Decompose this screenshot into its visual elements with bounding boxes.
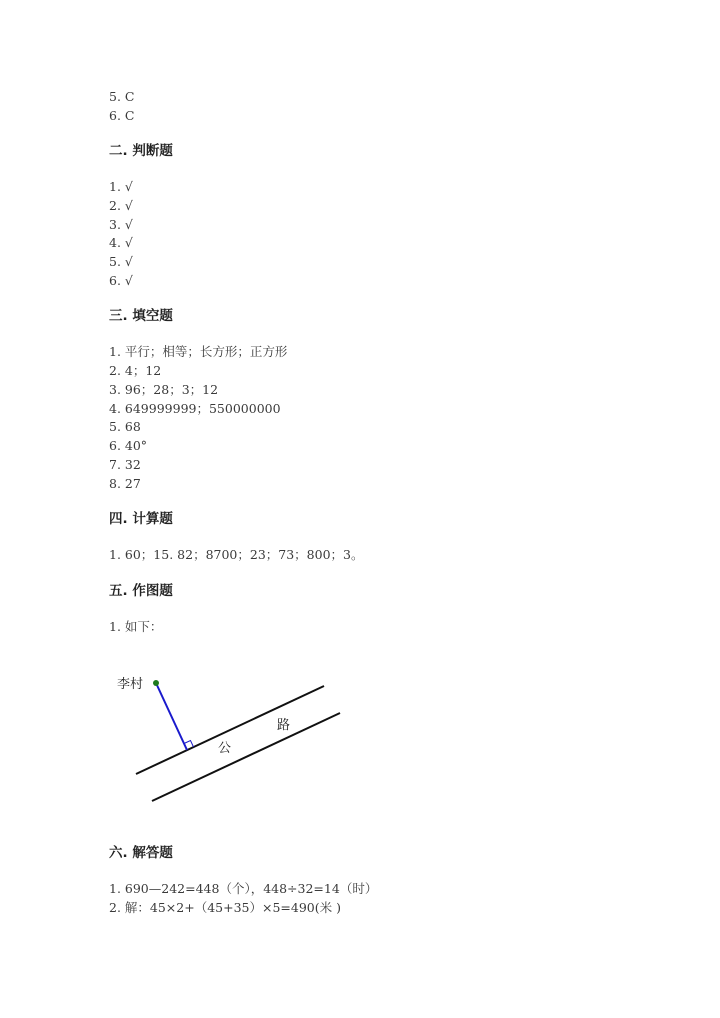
answer-line: 7. 32 [109,457,141,472]
section-heading-calculation: 四. 计算题 [109,511,173,527]
answer-line: 1. 690—242=448（个），448÷32=14（时） [109,881,378,896]
road-label-gong: 公 [218,741,232,756]
answer-line: 6. √ [109,273,133,288]
section-heading-solution: 六. 解答题 [109,845,173,861]
answer-line: 1. 如下： [109,619,163,634]
village-label: 李村 [117,677,144,692]
answer-line: 5. 68 [109,419,141,434]
answer-line: 3. √ [109,217,133,232]
answer-line: 8. 27 [109,476,141,491]
answer-line: 3. 96；28；3；12 [109,382,219,397]
answer-line: 2. 解：45×2+（45+35）×5=490(米 ) [109,900,341,915]
road-lower-edge [152,713,340,801]
answer-line: 4. √ [109,235,133,250]
answer-line: 1. 60；15. 82；8700；23；73；800；3。 [109,547,364,562]
answer-line: 6. C [109,108,135,123]
answer-line: 2. 4；12 [109,363,162,378]
village-point-icon [153,680,159,686]
perpendicular-line [156,683,187,750]
answer-line: 5. C [109,89,135,104]
answer-line: 5. √ [109,254,133,269]
answer-line: 1. 平行；相等；长方形；正方形 [109,344,288,359]
section-heading-fill-blank: 三. 填空题 [109,308,173,324]
section-heading-drawing: 五. 作图题 [109,583,173,599]
answer-line: 4. 649999999；550000000 [109,401,281,416]
road-label-lu: 路 [277,718,291,733]
answer-line: 1. √ [109,179,133,194]
section-heading-judgment: 二. 判断题 [109,143,173,159]
answer-line: 2. √ [109,198,133,213]
answer-line: 6. 40° [109,438,148,453]
